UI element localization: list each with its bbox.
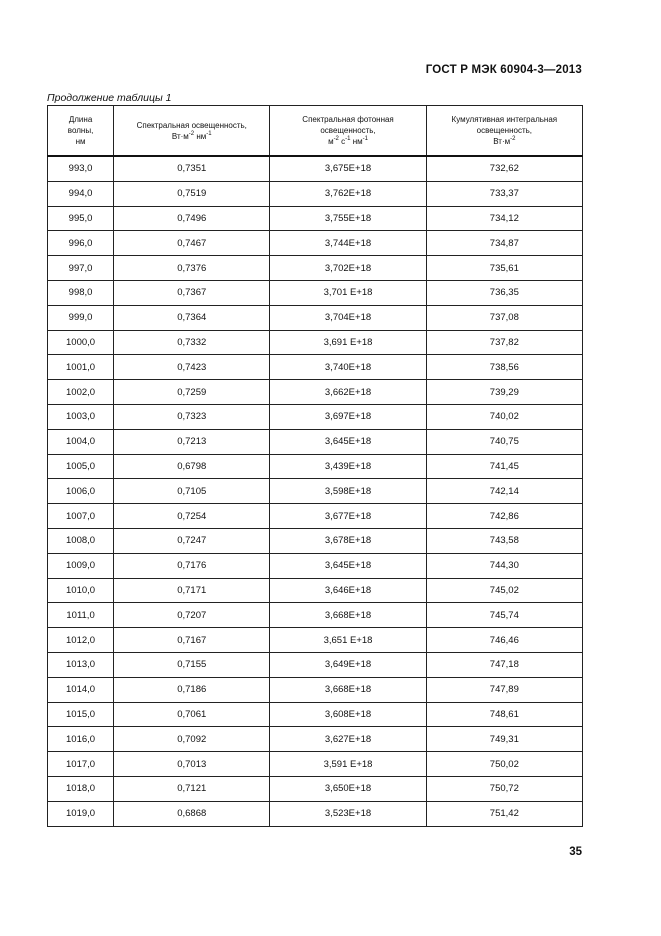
- cell-photon-irradiance: 3,675E+18: [270, 156, 426, 181]
- table-row: [48, 504, 583, 529]
- table-row: [48, 603, 583, 628]
- table-header-row: [48, 106, 583, 157]
- cell-irradiance: 0,7186: [114, 677, 270, 702]
- cell-irradiance: 0,7259: [114, 380, 270, 405]
- cell-wavelength: 993,0: [48, 156, 114, 181]
- cell-photon-irradiance: 3,701 E+18: [270, 280, 426, 305]
- cell-wavelength: 1012,0: [48, 628, 114, 653]
- table-row: [48, 206, 583, 231]
- cell-photon-irradiance: 3,627E+18: [270, 727, 426, 752]
- table-row: [48, 156, 583, 181]
- column-header-wavelength: Длина волны, нм: [48, 106, 114, 157]
- cell-wavelength: 1007,0: [48, 504, 114, 529]
- cell-irradiance: 0,7171: [114, 578, 270, 603]
- cell-cumulative: 742,86: [426, 504, 582, 529]
- table-row: [48, 628, 583, 653]
- table-row: [48, 528, 583, 553]
- cell-cumulative: 733,37: [426, 181, 582, 206]
- cell-cumulative: 746,46: [426, 628, 582, 653]
- cell-wavelength: 999,0: [48, 305, 114, 330]
- table-row: [48, 652, 583, 677]
- cell-irradiance: 0,6798: [114, 454, 270, 479]
- table-row: [48, 752, 583, 777]
- cell-cumulative: 751,42: [426, 801, 582, 826]
- cell-cumulative: 735,61: [426, 256, 582, 281]
- page-number: 35: [569, 846, 582, 858]
- cell-photon-irradiance: 3,651 E+18: [270, 628, 426, 653]
- cell-irradiance: 0,7176: [114, 553, 270, 578]
- cell-irradiance: 0,7155: [114, 652, 270, 677]
- cell-cumulative: 750,72: [426, 776, 582, 801]
- table-row: [48, 429, 583, 454]
- cell-wavelength: 998,0: [48, 280, 114, 305]
- table-row: [48, 677, 583, 702]
- cell-photon-irradiance: 3,598E+18: [270, 479, 426, 504]
- cell-photon-irradiance: 3,668E+18: [270, 677, 426, 702]
- cell-photon-irradiance: 3,523E+18: [270, 801, 426, 826]
- table-row: [48, 305, 583, 330]
- cell-wavelength: 997,0: [48, 256, 114, 281]
- cell-cumulative: 739,29: [426, 380, 582, 405]
- cell-photon-irradiance: 3,645E+18: [270, 553, 426, 578]
- table-row: [48, 280, 583, 305]
- cell-wavelength: 1004,0: [48, 429, 114, 454]
- cell-cumulative: 741,45: [426, 454, 582, 479]
- cell-wavelength: 1018,0: [48, 776, 114, 801]
- cell-wavelength: 995,0: [48, 206, 114, 231]
- cell-cumulative: 736,35: [426, 280, 582, 305]
- cell-wavelength: 1016,0: [48, 727, 114, 752]
- cell-irradiance: 0,7367: [114, 280, 270, 305]
- table-row: [48, 702, 583, 727]
- cell-cumulative: 750,02: [426, 752, 582, 777]
- cell-photon-irradiance: 3,608E+18: [270, 702, 426, 727]
- cell-irradiance: 0,7105: [114, 479, 270, 504]
- cell-photon-irradiance: 3,591 E+18: [270, 752, 426, 777]
- table-row: [48, 330, 583, 355]
- cell-wavelength: 1015,0: [48, 702, 114, 727]
- cell-irradiance: 0,7247: [114, 528, 270, 553]
- cell-irradiance: 0,7467: [114, 231, 270, 256]
- table-row: [48, 727, 583, 752]
- cell-photon-irradiance: 3,755E+18: [270, 206, 426, 231]
- cell-irradiance: 0,7423: [114, 355, 270, 380]
- cell-cumulative: 737,08: [426, 305, 582, 330]
- cell-irradiance: 0,7092: [114, 727, 270, 752]
- table-row: [48, 553, 583, 578]
- cell-wavelength: 1019,0: [48, 801, 114, 826]
- cell-irradiance: 0,7254: [114, 504, 270, 529]
- cell-photon-irradiance: 3,439E+18: [270, 454, 426, 479]
- table-row: [48, 181, 583, 206]
- table-row: [48, 380, 583, 405]
- cell-wavelength: 994,0: [48, 181, 114, 206]
- table-row: [48, 256, 583, 281]
- spectral-data-table: [47, 105, 583, 827]
- cell-irradiance: 0,7013: [114, 752, 270, 777]
- column-header-cumulative: Кумулятивная интегральная освещенность, $Вт\cdot м^{-2}$: [426, 106, 582, 157]
- cell-cumulative: 749,31: [426, 727, 582, 752]
- cell-cumulative: 745,74: [426, 603, 582, 628]
- cell-photon-irradiance: 3,677E+18: [270, 504, 426, 529]
- cell-cumulative: 747,89: [426, 677, 582, 702]
- cell-photon-irradiance: 3,702E+18: [270, 256, 426, 281]
- cell-cumulative: 742,14: [426, 479, 582, 504]
- cell-irradiance: 0,7061: [114, 702, 270, 727]
- cell-photon-irradiance: 3,762E+18: [270, 181, 426, 206]
- cell-photon-irradiance: 3,744E+18: [270, 231, 426, 256]
- cell-wavelength: 996,0: [48, 231, 114, 256]
- cell-photon-irradiance: 3,697E+18: [270, 404, 426, 429]
- cell-irradiance: 0,7364: [114, 305, 270, 330]
- table-row: [48, 479, 583, 504]
- cell-cumulative: 748,61: [426, 702, 582, 727]
- table-row: [48, 776, 583, 801]
- table-row: [48, 355, 583, 380]
- table-row: [48, 801, 583, 826]
- cell-cumulative: 738,56: [426, 355, 582, 380]
- cell-wavelength: 1000,0: [48, 330, 114, 355]
- table-body: [48, 156, 583, 826]
- column-header-photon-irradiance: Спектральная фотонная освещенность, $м^{-2}$ $с^{-1}$ $нм^{-1}$: [270, 106, 426, 157]
- cell-photon-irradiance: 3,645E+18: [270, 429, 426, 454]
- cell-cumulative: 743,58: [426, 528, 582, 553]
- cell-wavelength: 1005,0: [48, 454, 114, 479]
- cell-irradiance: 0,7213: [114, 429, 270, 454]
- cell-irradiance: 0,7121: [114, 776, 270, 801]
- cell-cumulative: 737,82: [426, 330, 582, 355]
- cell-cumulative: 740,02: [426, 404, 582, 429]
- cell-irradiance: 0,7207: [114, 603, 270, 628]
- column-header-irradiance: Спектральная освещенность, $Вт\cdot м^{-2}$ $нм^{-1}$: [114, 106, 270, 157]
- cell-photon-irradiance: 3,646E+18: [270, 578, 426, 603]
- cell-photon-irradiance: 3,649E+18: [270, 652, 426, 677]
- table-row: [48, 454, 583, 479]
- cell-photon-irradiance: 3,668E+18: [270, 603, 426, 628]
- cell-cumulative: 734,87: [426, 231, 582, 256]
- cell-wavelength: 1009,0: [48, 553, 114, 578]
- cell-photon-irradiance: 3,650E+18: [270, 776, 426, 801]
- cell-irradiance: 0,7376: [114, 256, 270, 281]
- cell-cumulative: 732,62: [426, 156, 582, 181]
- table-caption: Продолжение таблицы 1: [47, 92, 172, 104]
- table-row: [48, 231, 583, 256]
- cell-cumulative: 745,02: [426, 578, 582, 603]
- cell-irradiance: 0,7351: [114, 156, 270, 181]
- cell-photon-irradiance: 3,691 E+18: [270, 330, 426, 355]
- cell-photon-irradiance: 3,662E+18: [270, 380, 426, 405]
- cell-cumulative: 744,30: [426, 553, 582, 578]
- cell-wavelength: 1010,0: [48, 578, 114, 603]
- table-row: [48, 404, 583, 429]
- cell-wavelength: 1002,0: [48, 380, 114, 405]
- cell-wavelength: 1011,0: [48, 603, 114, 628]
- table-row: [48, 578, 583, 603]
- cell-irradiance: 0,7323: [114, 404, 270, 429]
- cell-wavelength: 1014,0: [48, 677, 114, 702]
- cell-wavelength: 1017,0: [48, 752, 114, 777]
- cell-wavelength: 1008,0: [48, 528, 114, 553]
- cell-wavelength: 1001,0: [48, 355, 114, 380]
- cell-irradiance: 0,7167: [114, 628, 270, 653]
- cell-photon-irradiance: 3,704E+18: [270, 305, 426, 330]
- cell-cumulative: 747,18: [426, 652, 582, 677]
- document-header: ГОСТ Р МЭК 60904-3—2013: [425, 64, 582, 76]
- cell-irradiance: 0,7519: [114, 181, 270, 206]
- cell-wavelength: 1003,0: [48, 404, 114, 429]
- cell-photon-irradiance: 3,740E+18: [270, 355, 426, 380]
- cell-irradiance: 0,7332: [114, 330, 270, 355]
- cell-cumulative: 734,12: [426, 206, 582, 231]
- cell-cumulative: 740,75: [426, 429, 582, 454]
- cell-irradiance: 0,7496: [114, 206, 270, 231]
- cell-wavelength: 1013,0: [48, 652, 114, 677]
- cell-photon-irradiance: 3,678E+18: [270, 528, 426, 553]
- cell-irradiance: 0,6868: [114, 801, 270, 826]
- cell-wavelength: 1006,0: [48, 479, 114, 504]
